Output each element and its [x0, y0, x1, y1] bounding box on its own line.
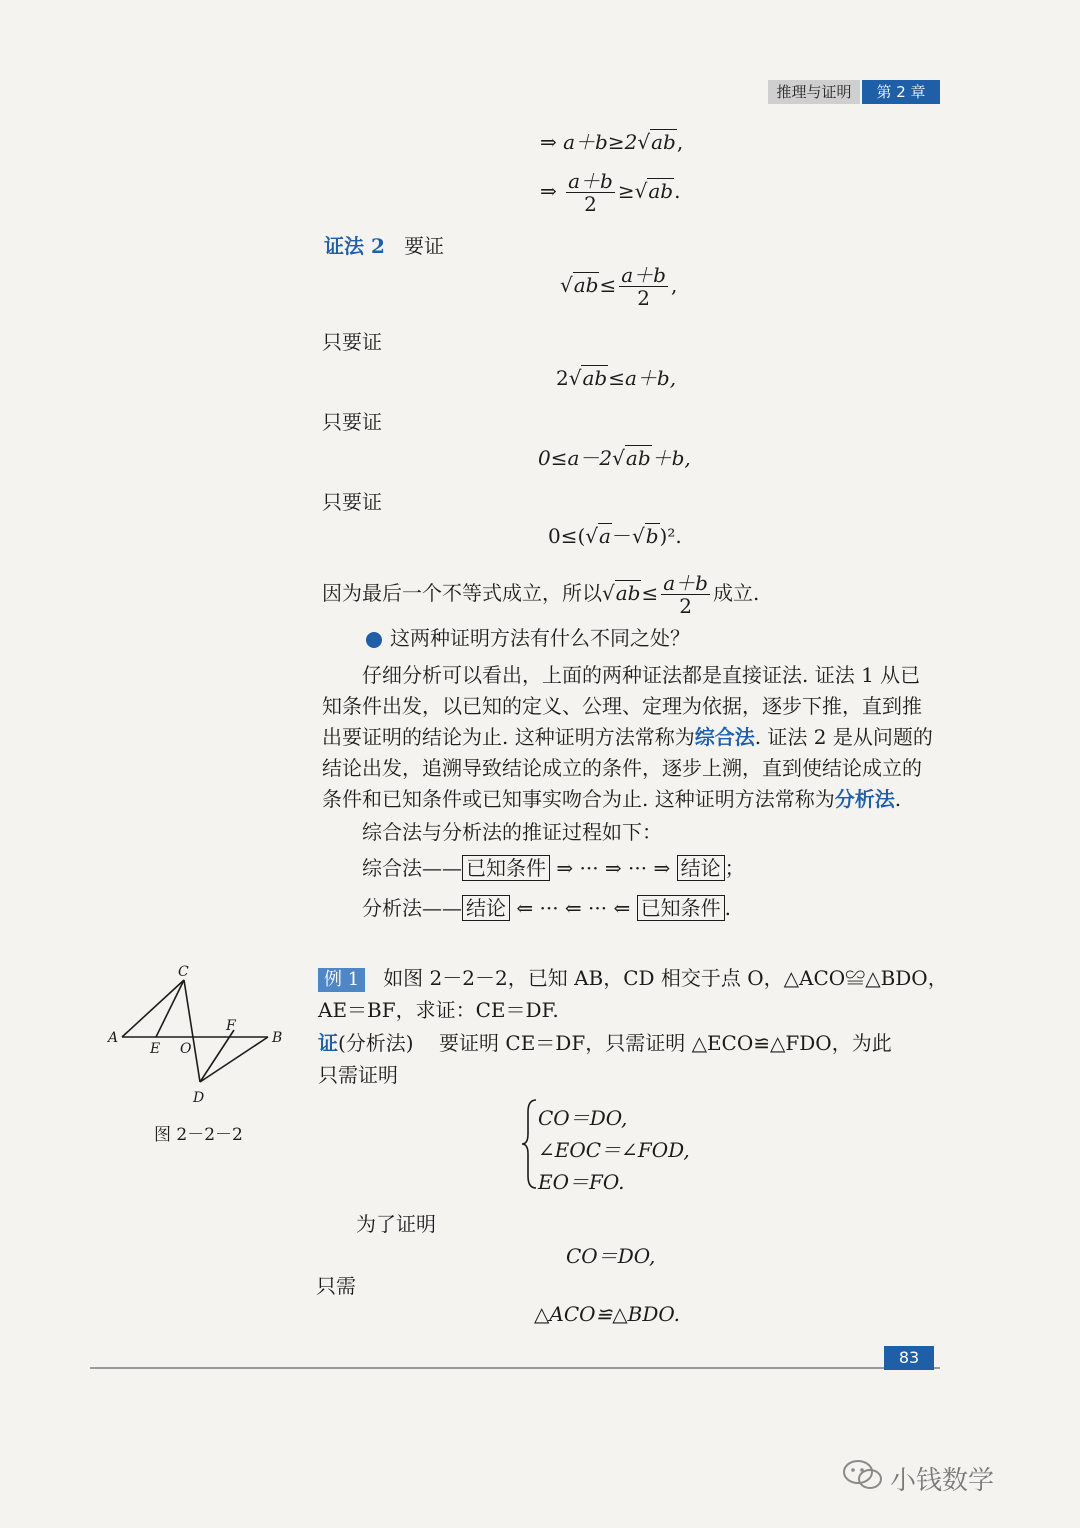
- proof2-eq4: [548, 520, 682, 549]
- label-o: O: [180, 1041, 192, 1057]
- minus: －: [611, 524, 632, 548]
- leq: ≤: [599, 273, 617, 297]
- segment-ac: [122, 980, 184, 1037]
- figure-caption: 图 2－2－2: [154, 1125, 243, 1145]
- expr: ＋b,: [651, 446, 691, 470]
- synthetic-flow: [362, 852, 745, 881]
- punct: .: [724, 896, 731, 920]
- sqrt: √ab: [560, 273, 599, 297]
- numerator: a＋b: [663, 571, 708, 595]
- proof1-line2: [540, 170, 680, 215]
- sqrt: √ab: [634, 179, 674, 203]
- label-d: D: [193, 1090, 205, 1106]
- punct: ,: [676, 130, 684, 154]
- proof2-eq2: [556, 362, 676, 391]
- fraction: [661, 572, 710, 617]
- proof1-line1: [540, 126, 683, 155]
- proof-text: 要证明 CE＝DF，只需证明 △ECO≌△FDO，为此: [439, 1031, 892, 1055]
- proof2-heading: [324, 230, 444, 259]
- radicand: ab: [651, 130, 676, 154]
- expr: 2: [556, 366, 569, 390]
- example-statement-2: AE＝BF，求证：CE＝DF.: [318, 998, 559, 1022]
- radicand: ab: [582, 366, 608, 390]
- flow-box-end: 已知条件: [637, 895, 725, 921]
- example-label: 例 1: [318, 968, 365, 992]
- only-need: 只需: [316, 1274, 356, 1298]
- sqrt: √ab: [637, 130, 676, 154]
- sqrt: √ab: [568, 366, 608, 390]
- flow-name: 分析法——: [362, 896, 462, 920]
- expr: ≤a＋b,: [608, 366, 677, 390]
- fraction: [566, 170, 615, 215]
- example-proof-line: [318, 1027, 892, 1056]
- example-text: 如图 2－2－2，已知 AB，CD 相交于点 O，△ACO≌△BDO，: [383, 966, 948, 990]
- term-synthetic: 综合法: [694, 725, 755, 749]
- sqrt: √ab: [602, 581, 641, 605]
- punct: .: [674, 179, 681, 203]
- analysis-text-3: .: [894, 787, 902, 811]
- expr: 0≤(: [548, 524, 586, 548]
- analytic-flow: [362, 892, 731, 921]
- sqrt: √b: [631, 524, 659, 548]
- segment-df: [200, 1030, 234, 1082]
- flow-box-start: 已知条件: [462, 855, 550, 881]
- proof2-intro: 要证: [403, 234, 444, 258]
- radicand: a: [599, 524, 611, 548]
- label-b: B: [272, 1030, 283, 1046]
- sqrt: √ab: [612, 446, 651, 470]
- sqrt: √a: [585, 524, 611, 548]
- example-statement-1: [318, 962, 948, 992]
- flow-box-start: 结论: [462, 895, 510, 921]
- denominator: 2: [637, 286, 650, 310]
- punct: ,: [670, 273, 678, 297]
- eq-co-do: CO＝DO,: [566, 1244, 656, 1268]
- watermark-text: 小钱数学: [890, 1466, 995, 1496]
- label-e: E: [150, 1041, 161, 1057]
- leq: ≤: [641, 581, 659, 605]
- proof-method: (分析法): [338, 1031, 414, 1055]
- radicand: ab: [573, 273, 599, 297]
- analysis-paragraph: [322, 660, 938, 815]
- expr: a＋b≥2: [563, 130, 638, 154]
- example-proof-line-2: 只需证明: [318, 1063, 398, 1087]
- radicand: ab: [615, 581, 641, 605]
- question-text: 这两种证明方法有什么不同之处？: [390, 626, 690, 650]
- proof2-title: 证法 2: [324, 234, 385, 258]
- implies-arrow: ⇒: [540, 179, 557, 203]
- header-section: 推理与证明: [768, 80, 860, 104]
- radicand: ab: [625, 446, 651, 470]
- wechat-icon: [842, 1458, 884, 1492]
- conclusion-text: 因为最后一个不等式成立，所以: [322, 581, 602, 605]
- system-eq-3: EO＝FO.: [538, 1170, 625, 1194]
- flow-arrows: ⇐ ··· ⇐ ··· ⇐: [516, 896, 631, 920]
- denominator: 2: [679, 594, 692, 618]
- radicand: b: [645, 524, 659, 548]
- proof2-eq1: [560, 264, 677, 309]
- system-eq-1: CO＝DO,: [538, 1106, 628, 1130]
- system-eq-2: ∠EOC＝∠FOD,: [538, 1138, 690, 1162]
- label-c: C: [178, 964, 189, 980]
- footer-rule: [90, 1367, 940, 1369]
- geq: ≥: [617, 179, 635, 203]
- proof-head: 证: [318, 1031, 338, 1055]
- proof2-conclusion: [322, 572, 759, 617]
- left-brace: [520, 1098, 538, 1190]
- flow-name: 综合法——: [362, 856, 462, 880]
- expr: 0≤a－2: [538, 446, 613, 470]
- fraction: [619, 264, 668, 309]
- analysis-text-1: 仔细分析可以看出，上面的两种证法都是直接证法. 证法 1 从已知条件出发，以已知的定义、公理、定理为依据，逐步下推，直到推出要证明的结论为止. 这种证明方法常称为: [322, 663, 922, 749]
- process-intro: 综合法与分析法的推证过程如下：: [362, 820, 662, 844]
- implies-arrow: ⇒: [540, 130, 557, 154]
- only-need-prove-3: 只要证: [322, 490, 382, 514]
- segment-cd: [184, 980, 200, 1082]
- header-chapter: 第 2 章: [862, 80, 940, 104]
- eq-triangles: △ACO≌△BDO.: [534, 1302, 680, 1326]
- expr: )².: [659, 524, 682, 548]
- proof2-eq3: [538, 442, 691, 471]
- discussion-question: [366, 622, 690, 651]
- only-need-prove-2: 只要证: [322, 410, 382, 434]
- conclusion-tail: 成立.: [712, 581, 760, 605]
- flow-box-end: 结论: [677, 855, 725, 881]
- geometry-figure: [100, 960, 300, 1110]
- blue-dot-icon: [366, 632, 382, 648]
- term-analytic: 分析法: [834, 787, 895, 811]
- numerator: a＋b: [621, 263, 666, 287]
- segment-bd: [200, 1037, 268, 1082]
- numerator: a＋b: [568, 169, 613, 193]
- only-need-prove-1: 只要证: [322, 330, 382, 354]
- segment-ce: [156, 980, 184, 1037]
- to-prove: 为了证明: [356, 1212, 436, 1236]
- page-number: 83: [884, 1346, 934, 1370]
- radicand: ab: [648, 179, 674, 203]
- punct: ；: [724, 856, 745, 880]
- flow-arrows: ⇒ ··· ⇒ ··· ⇒: [556, 856, 671, 880]
- label-f: F: [226, 1018, 236, 1034]
- denominator: 2: [584, 192, 597, 216]
- label-a: A: [108, 1030, 119, 1046]
- analysis-text-2: . 证法 2 是从问题的结论出发，追溯导致结论成立的条件，逐步上溯，直到使结论成立的条件和已知条件或已知事实吻合为止. 这种证明方法常称为: [322, 725, 933, 811]
